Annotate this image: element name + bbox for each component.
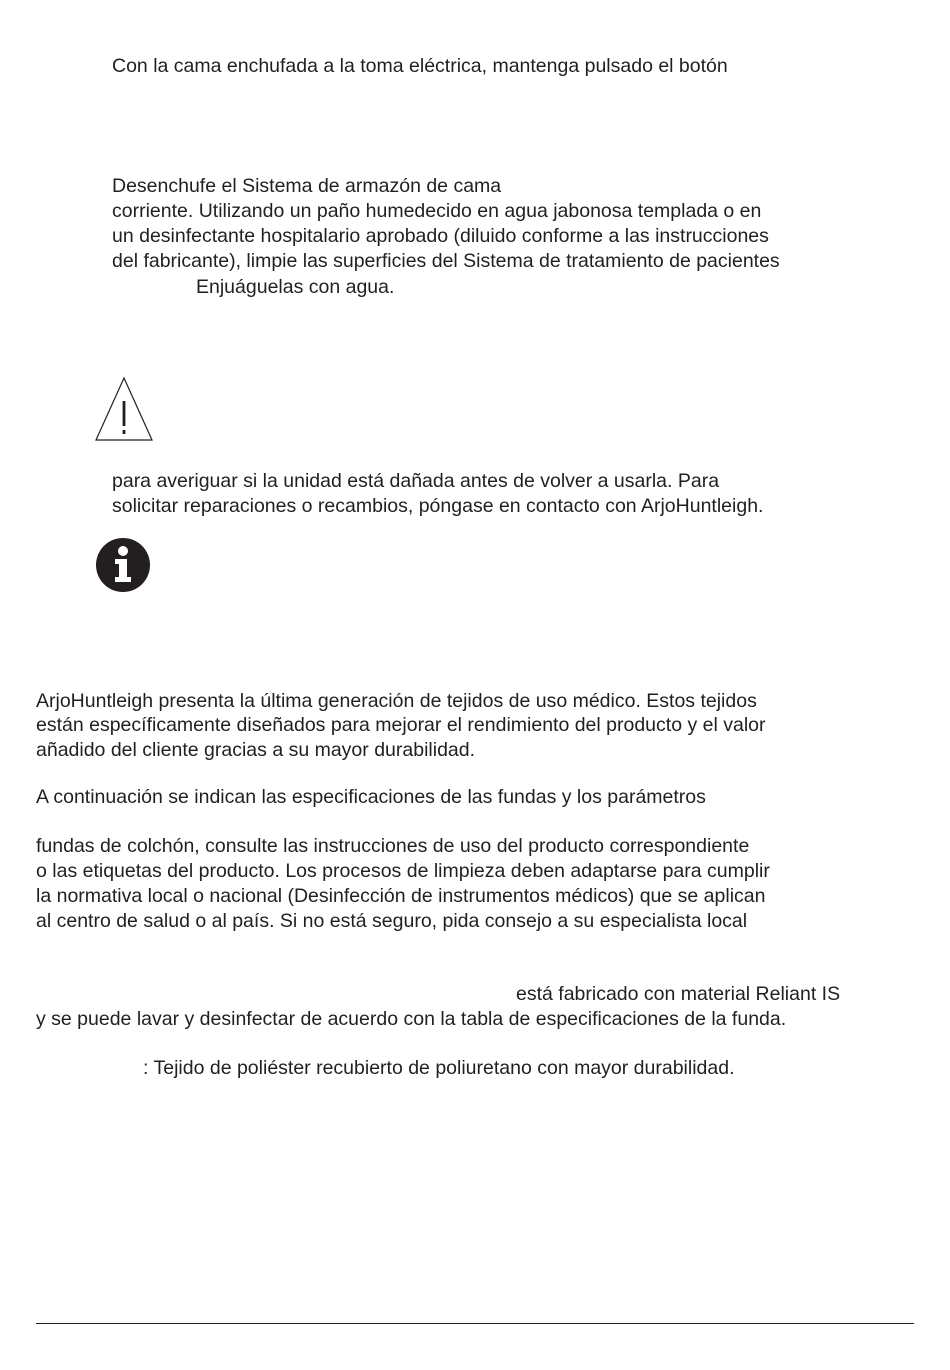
description-text-line: : Tejido de poliéster recubierto de poliuretano con mayor durabilidad. [143, 1057, 735, 1079]
footer-divider [36, 1323, 914, 1324]
caution-text-line: solicitar reparaciones o recambios, póngase en contacto con ArjoHuntleigh. [112, 495, 764, 517]
spec-text-line: la normativa local o nacional (Desinfección de instrumentos médicos) que se aplican [36, 885, 766, 907]
spec-text-line: fundas de colchón, consulte las instrucciones de uso del producto correspondiente [36, 835, 750, 857]
intro-text-line: añadido del cliente gracias a su mayor durabilidad. [36, 739, 476, 761]
spec-text-line: al centro de salud o al país. Si no está seguro, pida consejo a su especialista local [36, 910, 748, 932]
cleaning-text-line: del fabricante), limpie las superficies del Sistema de tratamiento de pacientes [112, 250, 780, 272]
caution-text-line: para averiguar si la unidad está dañada antes de volver a usarla. Para [112, 470, 720, 492]
cleaning-text-line: un desinfectante hospitalario aprobado (diluido conforme a las instrucciones [112, 225, 769, 247]
spec-text-line: o las etiquetas del producto. Los procesos de limpieza deben adaptarse para cumplir [36, 860, 770, 882]
cleaning-text-line: Desenchufe el Sistema de armazón de cama [112, 175, 502, 197]
info-circle-icon [95, 537, 151, 598]
cleaning-text-line: Enjuáguelas con agua. [196, 276, 395, 298]
cleaning-text-line: corriente. Utilizando un paño humedecido en agua jabonosa templada o en [112, 200, 762, 222]
power-text-line: Con la cama enchufada a la toma eléctrica, mantenga pulsado el botón [112, 55, 728, 77]
intro-text-line: están específicamente diseñados para mejorar el rendimiento del producto y el valor [36, 714, 766, 736]
material-text-line: y se puede lavar y desinfectar de acuerdo con la tabla de especificaciones de la funda. [36, 1008, 787, 1030]
warning-triangle-icon [94, 376, 154, 447]
spec-text-line: A continuación se indican las especificaciones de las fundas y los parámetros [36, 786, 706, 808]
intro-text-line: ArjoHuntleigh presenta la última generación de tejidos de uso médico. Estos tejidos [36, 690, 757, 712]
material-text-line: está fabricado con material Reliant IS [516, 983, 841, 1005]
